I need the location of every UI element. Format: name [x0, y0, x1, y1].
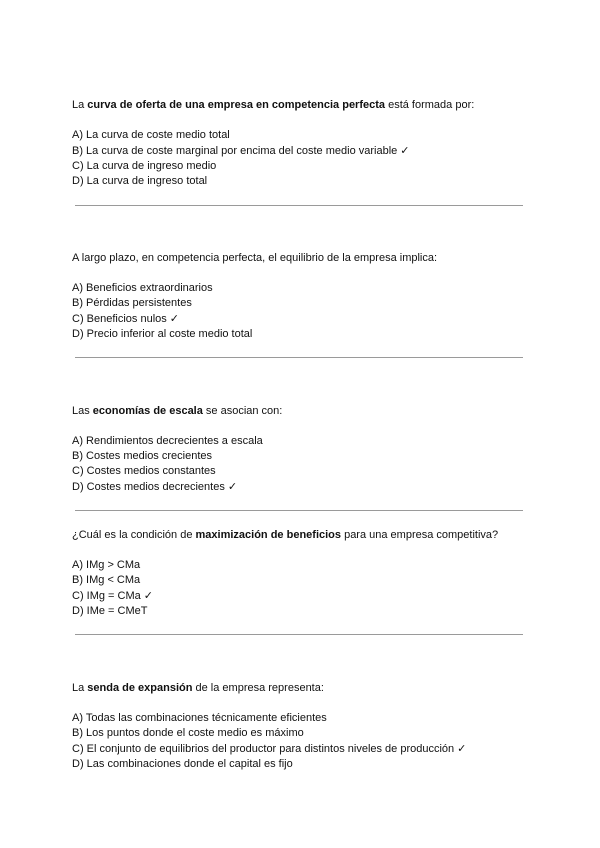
question-text-pre: A largo plazo, en competencia perfecta, el equilibrio de la empresa implica:	[72, 252, 438, 264]
question-block-2	[72, 251, 528, 342]
options-list-5	[72, 711, 528, 772]
option-text: D) Precio inferior al coste medio total	[72, 328, 253, 340]
check-mark-icon: ✓	[400, 144, 410, 157]
option-text: B) Costes medios crecientes	[72, 450, 212, 462]
question-text-bold: maximización de beneficios	[195, 529, 342, 541]
option-text: A) Rendimientos decrecientes a escala	[72, 435, 263, 447]
option-text: C) IMg = CMa	[72, 590, 141, 602]
question-text-post: para una empresa competitiva?	[341, 529, 499, 541]
option-b	[72, 726, 528, 741]
options-list-2	[72, 281, 528, 342]
question-text-bold: curva de oferta de una empresa en competencia perfecta	[87, 99, 386, 111]
option-b	[72, 449, 528, 464]
option-a	[72, 711, 528, 726]
option-text: C) Beneficios nulos	[72, 313, 167, 325]
question-text-pre: La	[72, 99, 88, 111]
option-text: A) IMg > CMa	[72, 559, 141, 571]
option-c	[72, 311, 528, 327]
option-c	[72, 159, 528, 174]
question-block-1	[72, 98, 528, 189]
option-d	[72, 479, 528, 495]
question-text-post: de la empresa representa:	[192, 682, 324, 694]
question-text-post: se asocian con:	[202, 405, 283, 417]
divider	[75, 510, 523, 511]
option-text: C) El conjunto de equilibrios del productor para distintos niveles de producción	[72, 743, 455, 755]
question-text-4	[72, 528, 528, 543]
option-d	[72, 327, 528, 342]
option-text: C) La curva de ingreso medio	[72, 160, 217, 172]
option-d	[72, 174, 528, 189]
option-a	[72, 434, 528, 449]
option-text: D) La curva de ingreso total	[72, 175, 208, 187]
option-text: B) Pérdidas persistentes	[72, 297, 192, 309]
option-text: A) Beneficios extraordinarios	[72, 282, 213, 294]
options-list-1	[72, 128, 528, 189]
question-block-3	[72, 404, 528, 495]
option-a	[72, 281, 528, 296]
option-b	[72, 296, 528, 311]
question-block-5	[72, 681, 528, 772]
option-text: B) Los puntos donde el coste medio es máximo	[72, 727, 304, 739]
option-text: D) Las combinaciones donde el capital es fijo	[72, 758, 293, 770]
divider	[75, 634, 523, 635]
divider	[75, 205, 523, 206]
divider	[75, 357, 523, 358]
options-list-4	[72, 558, 528, 619]
question-block-4	[72, 528, 528, 619]
question-text-bold: senda de expansión	[87, 682, 193, 694]
question-text-5	[72, 681, 528, 696]
option-b	[72, 143, 528, 159]
option-a	[72, 128, 528, 143]
option-d	[72, 604, 528, 619]
question-text-1	[72, 98, 528, 113]
option-text: A) La curva de coste medio total	[72, 129, 230, 141]
option-c	[72, 464, 528, 479]
option-b	[72, 573, 528, 588]
option-text: D) IMe = CMeT	[72, 605, 148, 617]
check-mark-icon: ✓	[227, 480, 238, 493]
question-text-bold: economías de escala	[92, 405, 203, 417]
option-text: A) Todas las combinaciones técnicamente eficientes	[72, 712, 327, 724]
options-list-3	[72, 434, 528, 495]
check-mark-icon: ✓	[169, 312, 179, 325]
option-a	[72, 558, 528, 573]
option-text: B) IMg < CMa	[72, 574, 141, 586]
question-text-pre: ¿Cuál es la condición de	[72, 529, 196, 541]
option-c	[72, 588, 528, 604]
check-mark-icon: ✓	[457, 742, 467, 755]
option-text: D) Costes medios decrecientes	[72, 481, 225, 493]
check-mark-icon: ✓	[143, 589, 153, 602]
question-text-3	[72, 404, 528, 419]
question-text-pre: Las	[72, 405, 93, 417]
question-text-pre: La	[72, 682, 88, 694]
option-text: B) La curva de coste marginal por encima del coste medio variable	[72, 145, 398, 157]
option-text: C) Costes medios constantes	[72, 465, 216, 477]
question-text-2	[72, 251, 528, 266]
option-c	[72, 741, 528, 757]
question-text-post: está formada por:	[385, 99, 475, 111]
option-d	[72, 757, 528, 772]
